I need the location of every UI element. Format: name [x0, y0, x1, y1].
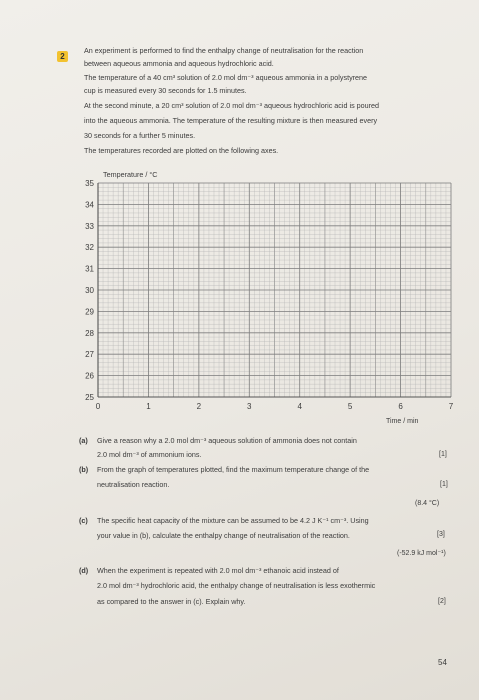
question-number: 2: [57, 51, 68, 62]
part-label: (c): [79, 516, 88, 525]
x-tick-label: 3: [247, 402, 252, 411]
part-label: (d): [79, 566, 89, 575]
intro-line: At the second minute, a 20 cm³ solution of 2.0 mol dm⁻³ aqueous hydrochloric acid is poured: [84, 101, 380, 110]
intro-line: cup is measured every 30 seconds for 1.5 minutes.: [84, 86, 247, 95]
chart-grid-major: [98, 183, 451, 397]
part-text: neutralisation reaction.: [97, 480, 170, 489]
y-tick-label: 30: [85, 286, 94, 295]
y-tick-label: 35: [85, 179, 94, 188]
x-tick-label: 5: [347, 402, 353, 411]
x-tick-labels: [96, 402, 454, 411]
part-answer: (8.4 °C): [415, 500, 440, 507]
part-marks: [1]: [440, 481, 448, 488]
y-tick-labels: [85, 179, 94, 402]
y-tick-label: 28: [85, 328, 94, 338]
part-marks: [2]: [438, 598, 446, 605]
x-tick-label: 7: [448, 402, 454, 411]
part-text: 2.0 mol dm⁻³ of ammonium ions.: [97, 450, 202, 459]
intro-line: 30 seconds for a further 5 minutes.: [84, 131, 196, 140]
x-tick-label: 0: [95, 402, 101, 411]
intro-line: The temperatures recorded are plotted on the following axes.: [84, 146, 279, 155]
part-text: From the graph of temperatures plotted, find the maximum temperature change of the: [97, 465, 370, 474]
y-axis-label: Temperature / °C: [103, 170, 158, 179]
part-text: your value in (b), calculate the enthalpy change of neutralisation of the reaction.: [97, 531, 350, 540]
part-answer: (-52.9 kJ mol⁻¹): [397, 550, 446, 557]
intro-line: An experiment is performed to find the enthalpy change of neutralisation for the reaction: [84, 46, 364, 55]
part-text: The specific heat capacity of the mixture can be assumed to be 4.2 J K⁻¹ cm⁻³. Using: [97, 516, 369, 525]
x-tick-label: 4: [297, 402, 302, 411]
x-axis-label: Time / min: [386, 418, 419, 425]
part-label: (a): [79, 436, 88, 445]
x-tick-label: 2: [196, 402, 202, 411]
y-tick-label: 32: [85, 243, 94, 253]
part-marks: [3]: [437, 531, 445, 538]
part-text: 2.0 mol dm⁻³ hydrochloric acid, the enthalpy change of neutralisation is less exothermic: [97, 581, 376, 590]
x-tick-label: 6: [398, 402, 403, 411]
intro-line: between aqueous ammonia and aqueous hydrochloric acid.: [84, 59, 274, 68]
part-text: as compared to the answer in (c). Explain why.: [97, 597, 246, 606]
y-tick-label: 31: [85, 264, 94, 274]
intro-line: into the aqueous ammonia. The temperature of the resulting mixture is then measured every: [84, 116, 378, 125]
y-tick-label: 25: [85, 393, 94, 402]
x-tick-label: 1: [146, 402, 151, 411]
y-tick-label: 33: [85, 221, 94, 231]
intro-line: The temperature of a 40 cm³ solution of 2.0 mol dm⁻³ aqueous ammonia in a polystyrene: [84, 73, 368, 82]
part-text: When the experiment is repeated with 2.0 mol dm⁻³ ethanoic acid instead of: [97, 566, 339, 575]
part-label: (b): [79, 465, 89, 474]
y-tick-label: 34: [85, 200, 94, 210]
y-tick-label: 27: [85, 350, 94, 360]
part-marks: [1]: [439, 451, 447, 458]
part-text: Give a reason why a 2.0 mol dm⁻³ aqueous solution of ammonia does not contain: [97, 436, 357, 445]
y-tick-label: 26: [85, 371, 94, 381]
y-tick-label: 29: [85, 307, 94, 317]
page-number: 54: [438, 658, 447, 667]
